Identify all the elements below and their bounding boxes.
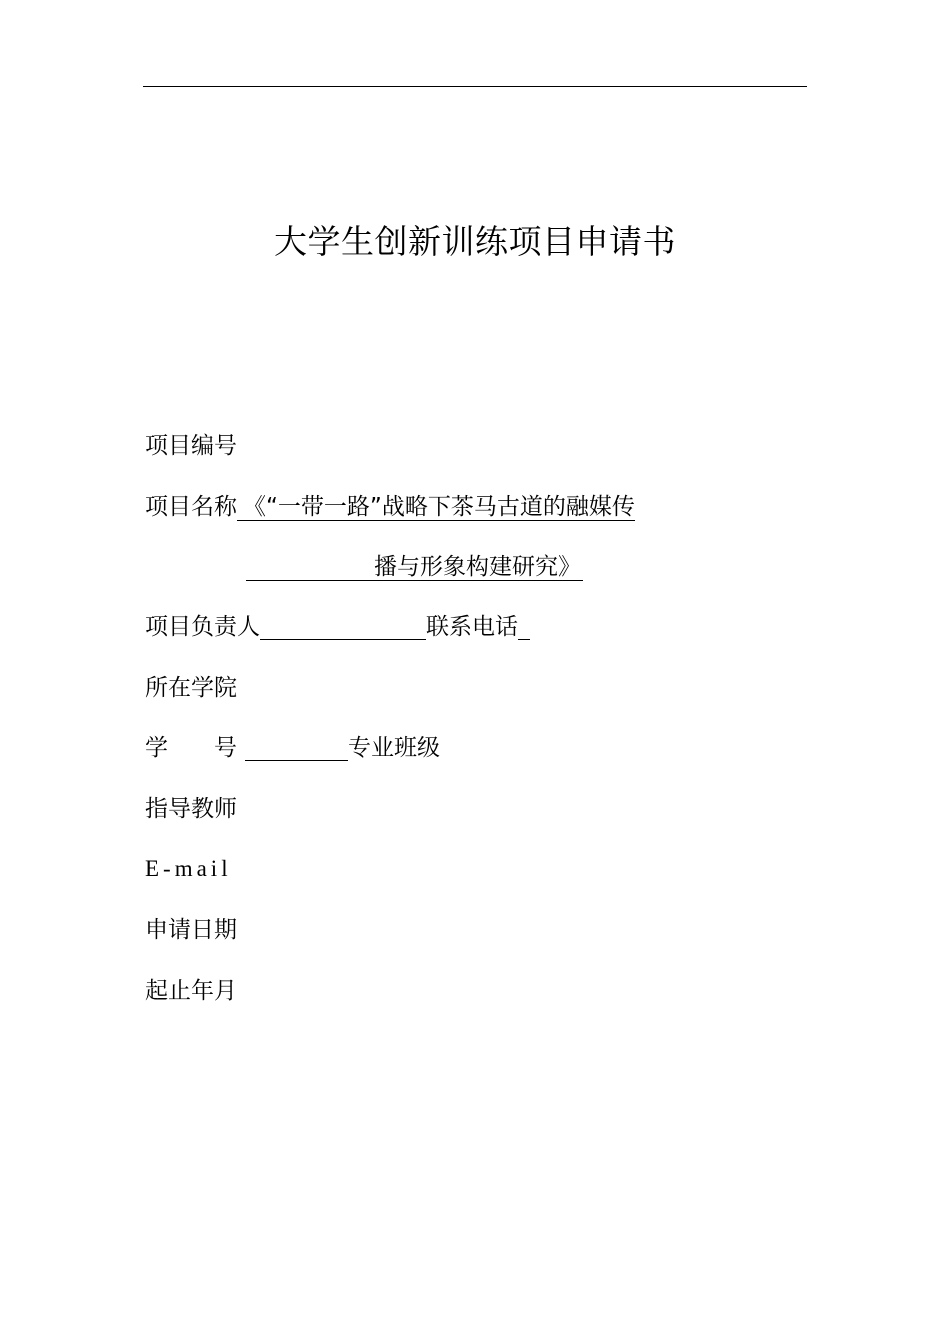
email-row <box>145 851 232 887</box>
phone-blank <box>518 613 530 640</box>
leader-label: 项目负责人 <box>145 614 260 640</box>
project-name-row <box>145 489 635 525</box>
project-number-row <box>145 428 237 464</box>
period-row <box>145 973 237 1009</box>
project-number-label: 项目编号 <box>145 433 237 459</box>
project-name-label: 项目名称 <box>145 494 237 520</box>
student-id-row <box>145 730 440 766</box>
leader-blank <box>260 613 426 640</box>
apply-date-label: 申请日期 <box>145 917 237 943</box>
period-label: 起止年月 <box>145 978 237 1004</box>
header-rule <box>143 86 807 87</box>
advisor-row <box>145 791 237 827</box>
phone-label: 联系电话 <box>426 614 518 640</box>
document-title: 大学生创新训练项目申请书 <box>274 222 676 261</box>
project-name-line1: 《“一带一路”战略下茶马古道的融媒传 <box>237 494 635 521</box>
college-label: 所在学院 <box>145 675 237 701</box>
apply-date-row <box>145 912 237 948</box>
leader-row <box>145 609 530 645</box>
student-id-label: 学 号 <box>145 735 237 761</box>
project-name-continuation-row <box>246 549 583 585</box>
student-id-blank <box>245 734 348 761</box>
major-class-label: 专业班级 <box>348 735 440 761</box>
email-label: E-mail <box>145 856 232 881</box>
project-name-line2: 播与形象构建研究》 <box>246 554 583 581</box>
advisor-label: 指导教师 <box>145 796 237 822</box>
college-row <box>145 670 237 706</box>
